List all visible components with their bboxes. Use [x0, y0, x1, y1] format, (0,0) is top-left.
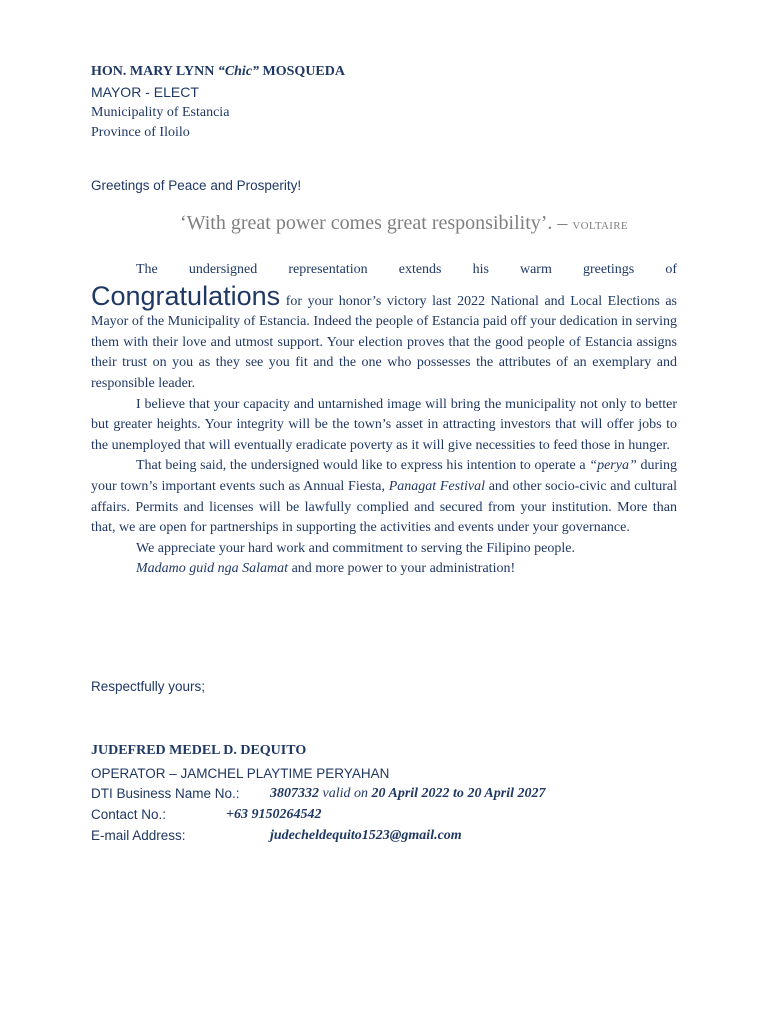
quote-dash: –: [552, 212, 573, 234]
dti-to-word: to: [449, 786, 468, 801]
contact-value: +63 9150264542: [226, 807, 322, 822]
recipient-block: [91, 62, 677, 144]
recipient-name: [91, 62, 677, 82]
paragraph-perya-text-b: during your town’s important events such as Annual Fiesta,: [91, 458, 677, 494]
festival-name: Panagat Festival: [388, 478, 485, 494]
congratulations-heading: Congratulations: [91, 280, 281, 311]
greeting: Greetings of Peace and Prosperity!: [91, 178, 302, 193]
recipient-name-suffix: MOSQUEDA: [259, 64, 345, 79]
contact-label: Contact No.:: [91, 807, 167, 822]
dti-valid-word: valid on: [319, 786, 372, 801]
closing: Respectfully yours;: [91, 679, 206, 694]
sender-title: OPERATOR – JAMCHEL PLAYTIME PERYAHAN: [91, 766, 390, 781]
paragraph-congratulations-text: for your honor’s victory last 2022 National and Local Elections as Mayor of the Municipality of Estancia. Indeed the people of Estancia paid off your dedication in serving them with their love and utmost support. Your election proves that the good people of Estancia assigns their trust on you as they see you fit and the one who possesses the attributes of an exemplary and responsible leader.: [91, 293, 677, 391]
email-value: judecheldequito1523@gmail.com: [270, 828, 462, 843]
dti-number: 3807332: [270, 786, 319, 801]
dti-value: [270, 784, 545, 804]
recipient-province: Province of Iloilo: [91, 125, 190, 140]
recipient-title: MAYOR - ELECT: [91, 84, 199, 100]
letter-body: [91, 260, 677, 580]
thanks-rest: and more power to your administration!: [288, 561, 516, 577]
quote-author: VOLTAIRE: [572, 220, 628, 232]
dti-row: [91, 784, 677, 804]
paragraph-capacity: I believe that your capacity and untarnished image will bring the municipality not only to better but greater heights. Your integrity will be the town’s asset in attracting investors that will offer jobs to the unemployed that will eventually eradicate poverty as it will give necessities to feed those in hunger.: [91, 396, 677, 453]
quote: [180, 212, 680, 235]
recipient-name-prefix: HON. MARY LYNN: [91, 64, 218, 79]
paragraph-perya-text-a: That being said, the undersigned would like to express his intention to operate a: [136, 458, 590, 474]
dti-valid-to: 20 April 2027: [467, 786, 546, 801]
paragraph-appreciation: We appreciate your hard work and commitment to serving the Filipino people.: [136, 540, 575, 556]
paragraph-thanks: [91, 559, 677, 580]
recipient-municipality: Municipality of Estancia: [91, 104, 230, 120]
contact-row: [91, 805, 677, 825]
paragraph-congratulations: [91, 281, 677, 395]
perya-term: “perya”: [589, 458, 637, 474]
quote-text: ‘With great power comes great responsibility’.: [180, 212, 553, 234]
email-label: E-mail Address:: [91, 828, 186, 843]
paragraph-perya: [91, 456, 677, 538]
dti-valid-from: 20 April 2022: [371, 786, 450, 801]
sender-name: JUDEFRED MEDEL D. DEQUITO: [91, 743, 307, 758]
recipient-nickname: “Chic”: [217, 64, 260, 79]
thanks-phrase: Madamo guid nga Salamat: [136, 561, 289, 577]
paragraph-perya-text-c: and other socio-civic and cultural affairs. Permits and licenses will be lawfully complied and secured from your institution. More than that, we are open for partnerships in supporting the activities and events under your governance.: [91, 478, 677, 536]
email-row: [91, 826, 677, 846]
paragraph-intro-line: The undersigned representation extends his warm greetings of: [136, 262, 677, 277]
dti-label: DTI Business Name No.:: [91, 786, 240, 801]
